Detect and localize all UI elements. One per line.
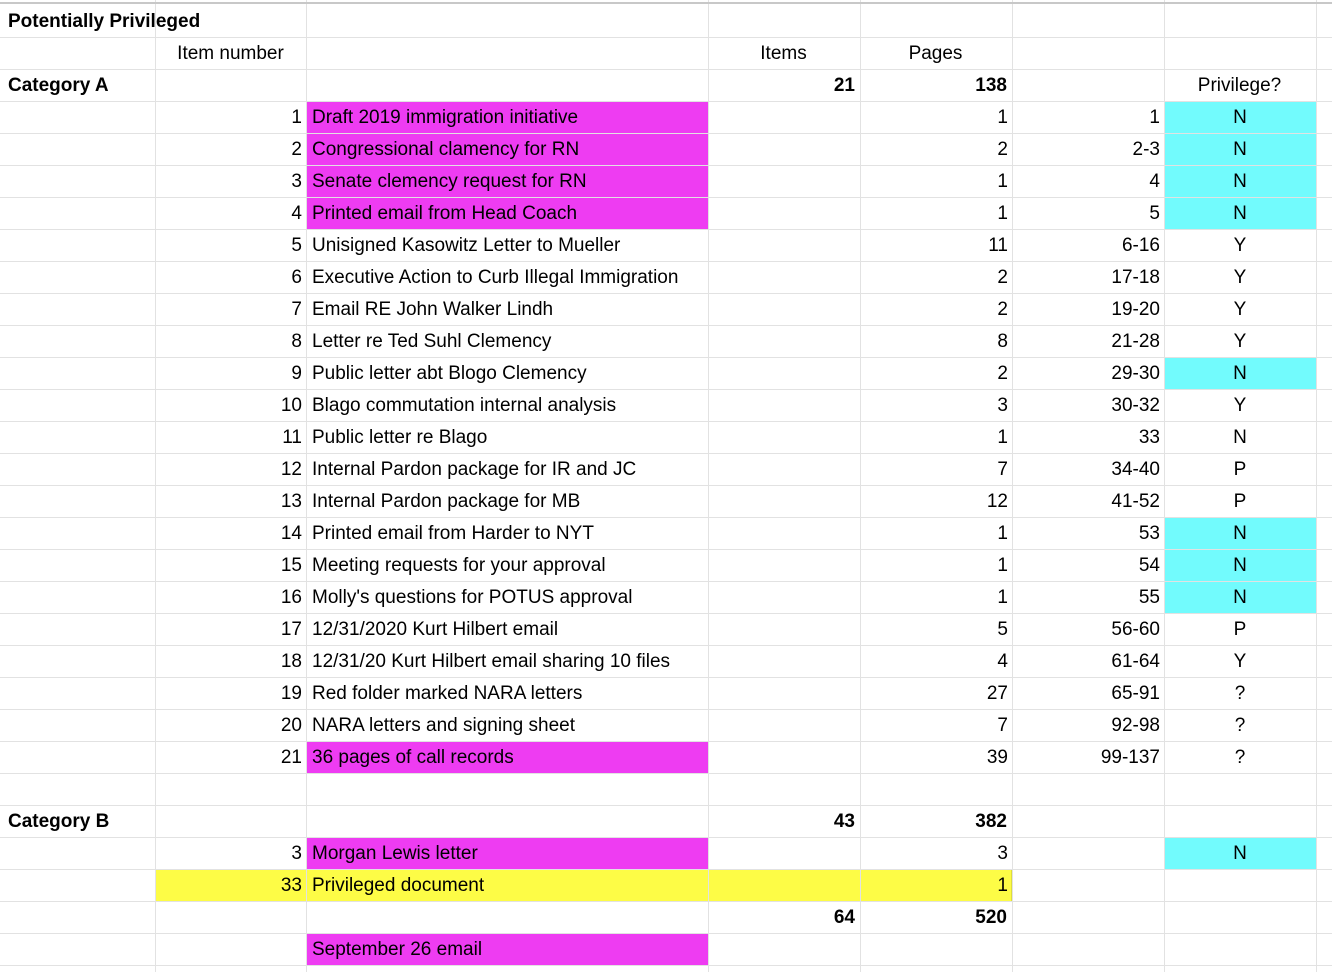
page-range-cell[interactable]: 33 — [1138, 426, 1160, 448]
pages-cell[interactable]: 7 — [997, 458, 1008, 480]
row-gridline — [0, 69, 1332, 70]
privilege-cell[interactable]: N — [1233, 202, 1247, 224]
pages-cell[interactable]: 1 — [997, 106, 1008, 128]
page-range-cell[interactable]: 30-32 — [1111, 394, 1160, 416]
item-number-cell[interactable]: 7 — [291, 298, 302, 320]
page-range-cell[interactable]: 21-28 — [1111, 330, 1160, 352]
privilege-cell[interactable]: ? — [1234, 714, 1246, 736]
pages-cell[interactable]: 2 — [997, 362, 1008, 384]
page-range-cell[interactable]: 29-30 — [1111, 362, 1160, 384]
page-range-cell[interactable]: 1 — [1149, 106, 1160, 128]
privilege-cell[interactable]: ? — [1234, 682, 1246, 704]
item-number-cell[interactable]: 20 — [280, 714, 302, 736]
pages-cell[interactable]: 1 — [997, 202, 1008, 224]
page-range-cell[interactable] — [1012, 837, 1164, 869]
item-number-cell[interactable]: 2 — [291, 138, 302, 160]
pages-cell[interactable]: 2 — [997, 298, 1008, 320]
column-gridline — [1316, 0, 1317, 972]
privilege-cell[interactable]: N — [1233, 586, 1247, 608]
row-gridline — [0, 965, 1332, 966]
description-cell[interactable]: Congressional clamency for RN — [312, 138, 580, 160]
page-range-cell[interactable]: 65-91 — [1111, 682, 1160, 704]
description-cell[interactable]: Blago commutation internal analysis — [312, 394, 617, 416]
item-number-cell[interactable]: 16 — [280, 586, 302, 608]
item-number-cell[interactable]: 33 — [280, 874, 302, 896]
item-number-cell[interactable]: 3 — [291, 842, 302, 864]
item-number-cell[interactable]: 8 — [291, 330, 302, 352]
description-cell[interactable]: Meeting requests for your approval — [312, 554, 606, 576]
description-cell[interactable]: 12/31/2020 Kurt Hilbert email — [312, 618, 559, 640]
header-privilege[interactable]: Privilege? — [1197, 74, 1282, 96]
category-a-pages-total[interactable]: 138 — [975, 74, 1007, 96]
page-range-cell[interactable]: 34-40 — [1111, 458, 1160, 480]
description-cell[interactable]: Draft 2019 immigration initiative — [312, 106, 579, 128]
pages-cell[interactable]: 39 — [986, 746, 1008, 768]
description-cell[interactable]: Senate clemency request for RN — [312, 170, 587, 192]
page-range-cell[interactable]: 19-20 — [1111, 298, 1160, 320]
category-b-pages-total[interactable]: 382 — [975, 810, 1007, 832]
privilege-cell[interactable]: P — [1233, 490, 1247, 512]
privilege-cell[interactable]: N — [1233, 138, 1247, 160]
pages-cell[interactable]: 2 — [997, 266, 1008, 288]
header-items[interactable]: Items — [760, 42, 807, 64]
pages-cell[interactable]: 1 — [997, 554, 1008, 576]
privilege-cell[interactable]: N — [1233, 842, 1247, 864]
description-cell[interactable]: Molly's questions for POTUS approval — [312, 586, 633, 608]
description-cell[interactable]: Printed email from Harder to NYT — [312, 522, 594, 544]
pages-cell[interactable]: 1 — [997, 874, 1008, 896]
pages-cell[interactable]: 5 — [997, 618, 1008, 640]
grand-total-items[interactable]: 64 — [833, 906, 855, 928]
item-number-cell[interactable]: 1 — [291, 106, 302, 128]
page-range-cell[interactable]: 54 — [1138, 554, 1160, 576]
privilege-cell[interactable]: N — [1233, 426, 1247, 448]
description-cell[interactable]: Privileged document — [312, 874, 485, 896]
privilege-cell[interactable]: Y — [1233, 650, 1247, 672]
privilege-cell[interactable]: Y — [1233, 330, 1247, 352]
pages-cell[interactable]: 27 — [986, 682, 1008, 704]
category-b-label[interactable]: Category B — [8, 810, 110, 832]
item-number-cell[interactable]: 11 — [282, 426, 302, 448]
page-range-cell[interactable]: 5 — [1149, 202, 1160, 224]
pages-cell[interactable]: 3 — [997, 394, 1008, 416]
pages-cell[interactable]: 4 — [997, 650, 1008, 672]
privilege-cell[interactable]: Y — [1233, 266, 1247, 288]
pages-cell[interactable]: 1 — [997, 170, 1008, 192]
pages-cell[interactable]: 8 — [997, 330, 1008, 352]
page-range-cell[interactable]: 53 — [1138, 522, 1160, 544]
sheet-title[interactable]: Potentially Privileged — [8, 10, 201, 32]
page-range-cell[interactable]: 56-60 — [1111, 618, 1160, 640]
pages-cell[interactable]: 3 — [997, 842, 1008, 864]
description-cell[interactable]: Public letter re Blago — [312, 426, 488, 448]
row-gridline — [0, 901, 1332, 902]
privilege-cell[interactable]: N — [1233, 554, 1247, 576]
pages-cell[interactable]: 1 — [997, 586, 1008, 608]
privilege-cell[interactable]: Y — [1233, 298, 1247, 320]
top-border — [0, 2, 1332, 4]
description-cell[interactable]: Morgan Lewis letter — [312, 842, 478, 864]
item-number-cell[interactable]: 21 — [280, 746, 302, 768]
pages-cell[interactable]: 7 — [997, 714, 1008, 736]
item-number-cell[interactable]: 13 — [280, 490, 302, 512]
privilege-cell[interactable]: Y — [1233, 394, 1247, 416]
description-cell[interactable]: Email RE John Walker Lindh — [312, 298, 554, 320]
privilege-cell[interactable]: N — [1233, 362, 1247, 384]
description-cell[interactable]: Public letter abt Blogo Clemency — [312, 362, 587, 384]
item-number-cell[interactable]: 3 — [291, 170, 302, 192]
privilege-cell[interactable]: N — [1233, 106, 1247, 128]
page-range-cell[interactable]: 6-16 — [1121, 234, 1160, 256]
pages-cell[interactable]: 2 — [997, 138, 1008, 160]
description-cell[interactable]: Internal Pardon package for IR and JC — [312, 458, 637, 480]
description-cell[interactable]: 36 pages of call records — [312, 746, 514, 768]
privilege-cell[interactable] — [1164, 869, 1316, 901]
grand-total-pages[interactable]: 520 — [975, 906, 1007, 928]
item-number-cell[interactable]: 5 — [291, 234, 302, 256]
page-range-cell[interactable]: 4 — [1149, 170, 1160, 192]
category-a-label[interactable]: Category A — [8, 74, 109, 96]
row-gridline — [0, 805, 1332, 806]
item-number-cell[interactable]: 9 — [291, 362, 302, 384]
page-range-cell[interactable]: 92-98 — [1111, 714, 1160, 736]
page-range-cell[interactable]: 99-137 — [1100, 746, 1160, 768]
pages-cell[interactable]: 1 — [997, 426, 1008, 448]
item-number-cell[interactable]: 18 — [280, 650, 302, 672]
description-cell[interactable]: Printed email from Head Coach — [312, 202, 578, 224]
pages-cell[interactable]: 1 — [997, 522, 1008, 544]
privilege-cell[interactable]: N — [1233, 522, 1247, 544]
privilege-cell[interactable]: N — [1233, 170, 1247, 192]
privilege-cell[interactable]: Y — [1233, 234, 1247, 256]
pages-cell[interactable]: 12 — [986, 490, 1008, 512]
page-range-cell[interactable]: 41-52 — [1111, 490, 1160, 512]
page-range-cell[interactable]: 17-18 — [1111, 266, 1160, 288]
item-number-cell[interactable]: 15 — [280, 554, 302, 576]
description-cell[interactable]: NARA letters and signing sheet — [312, 714, 575, 736]
description-cell[interactable]: Unisigned Kasowitz Letter to Mueller — [312, 234, 621, 256]
privilege-cell[interactable]: P — [1233, 458, 1247, 480]
page-range-cell[interactable]: 61-64 — [1111, 650, 1160, 672]
page-range-cell[interactable]: 55 — [1138, 586, 1160, 608]
item-number-cell[interactable]: 14 — [280, 522, 302, 544]
footer-row-description[interactable]: September 26 email — [312, 938, 483, 960]
item-number-cell[interactable]: 4 — [291, 202, 302, 224]
category-a-items-total[interactable]: 21 — [833, 74, 855, 96]
category-b-items-total[interactable]: 43 — [833, 810, 855, 832]
pages-cell[interactable]: 11 — [988, 234, 1008, 256]
item-number-cell[interactable]: 10 — [280, 394, 302, 416]
page-range-cell[interactable]: 2-3 — [1132, 138, 1160, 160]
item-number-cell[interactable]: 17 — [280, 618, 302, 640]
description-cell[interactable]: Red folder marked NARA letters — [312, 682, 583, 704]
description-cell[interactable]: Executive Action to Curb Illegal Immigration — [312, 266, 679, 288]
header-item-number[interactable]: Item number — [177, 42, 284, 64]
privilege-cell[interactable]: P — [1233, 618, 1247, 640]
page-range-cell[interactable] — [1012, 869, 1164, 901]
description-cell[interactable]: 12/31/20 Kurt Hilbert email sharing 10 files — [312, 650, 671, 672]
description-cell[interactable]: Letter re Ted Suhl Clemency — [312, 330, 552, 352]
item-number-cell[interactable]: 6 — [291, 266, 302, 288]
header-pages[interactable]: Pages — [908, 42, 963, 64]
row-gridline — [0, 773, 1332, 774]
item-number-cell[interactable]: 19 — [280, 682, 302, 704]
item-number-cell[interactable]: 12 — [280, 458, 302, 480]
privilege-cell[interactable]: ? — [1234, 746, 1246, 768]
description-cell[interactable]: Internal Pardon package for MB — [312, 490, 581, 512]
